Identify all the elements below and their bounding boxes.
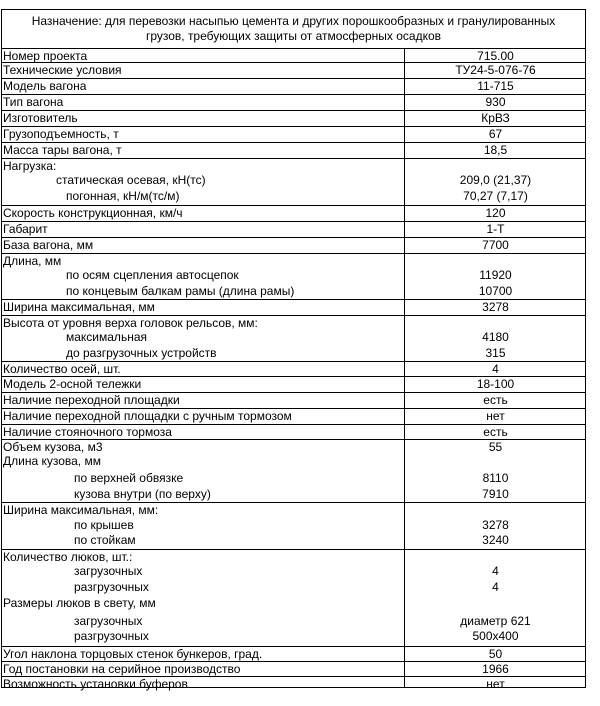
row-label: Номер проекта <box>3 49 88 63</box>
table-row <box>2 62 585 78</box>
row-label: Модель вагона <box>3 79 87 93</box>
table-row <box>2 361 585 376</box>
row-value: 315 <box>485 346 506 360</box>
row-label: Ширина максимальная, мм <box>3 300 155 314</box>
row-value: 50 <box>488 647 503 661</box>
table-row <box>2 596 585 614</box>
row-label: по верхней обвязке <box>74 471 184 485</box>
row-value: 930 <box>485 95 506 109</box>
row-value: 18-100 <box>476 377 515 391</box>
row-value: 18,5 <box>483 143 508 157</box>
row-label: Размеры люков в свету, мм <box>3 596 156 610</box>
table-row <box>2 315 585 330</box>
table-row <box>2 48 585 62</box>
table-row <box>2 614 585 629</box>
table-row <box>2 661 585 676</box>
row-label: Высота от уровня верха головок рельсов, мм: <box>3 316 258 330</box>
table-row <box>2 471 585 487</box>
table-row <box>2 392 585 408</box>
table-row <box>2 408 585 424</box>
purpose-line-2: грузов, требующих защиты от атмосферных осадков <box>145 29 442 43</box>
row-value: нет <box>486 409 505 423</box>
table-row <box>2 221 585 237</box>
table-row <box>2 253 585 268</box>
table-row <box>2 299 585 315</box>
row-value: 1966 <box>482 662 509 676</box>
table-row <box>2 189 585 205</box>
table-row <box>2 454 585 471</box>
row-value: диаметр 621 <box>460 614 531 628</box>
row-value: 3278 <box>482 518 509 532</box>
row-value: 11-715 <box>477 79 514 93</box>
row-label: погонная, кН/м(тс/м) <box>66 189 180 203</box>
table-row <box>2 205 585 221</box>
table-row <box>2 439 585 454</box>
row-label: разгрузочных <box>74 629 149 643</box>
row-label: статическая осевая, кН(тс) <box>56 173 206 187</box>
row-value: 500x400 <box>472 629 519 643</box>
row-label: до разгрузочных устройств <box>66 346 217 360</box>
row-label: Технические условия <box>3 63 122 77</box>
row-label: Масса тары вагона, т <box>3 143 122 157</box>
row-value: 70,27 (7,17) <box>463 189 528 203</box>
row-label: Габарит <box>3 222 48 236</box>
row-label: Возможность установки буферов <box>3 677 188 691</box>
row-value: 8110 <box>482 471 509 485</box>
row-value: 11920 <box>479 268 512 282</box>
row-label: Год постановки на серийное производство <box>3 662 241 676</box>
row-value: 715.00 <box>477 49 514 63</box>
table-row <box>2 487 585 502</box>
row-label: Ширина максимальная, мм: <box>3 503 159 517</box>
row-value: есть <box>483 425 508 439</box>
row-label: Наличие переходной площадки с ручным тормозом <box>3 409 292 423</box>
row-label: загрузочных <box>74 614 143 628</box>
row-label: Количество осей, шт. <box>3 362 121 376</box>
table-row <box>2 376 585 392</box>
row-label: кузова внутри (по верху) <box>74 487 211 501</box>
row-label: Модель 2-осной тележки <box>3 377 142 391</box>
table-row <box>2 110 585 126</box>
row-value: 10700 <box>478 284 513 298</box>
row-label: загрузочных <box>74 564 143 578</box>
table-row <box>2 330 585 346</box>
row-label: Тип вагона <box>3 95 64 109</box>
table-row <box>2 94 585 110</box>
row-value: 1-Т <box>486 222 505 236</box>
table-row <box>2 564 585 580</box>
table-row <box>2 676 585 691</box>
wagon-spec-table <box>1 9 586 691</box>
row-value: 4 <box>492 362 499 376</box>
row-value: 55 <box>488 440 503 454</box>
row-value: 3278 <box>482 300 509 314</box>
row-label: Грузоподъемность, т <box>3 127 119 141</box>
row-label: максимальная <box>66 330 147 344</box>
row-value: ТУ24-5-076-76 <box>455 63 536 77</box>
row-value: 4 <box>492 580 499 594</box>
table-row <box>2 126 585 142</box>
row-value: 7700 <box>482 238 509 252</box>
row-value: 209,0 (21,37) <box>459 173 532 187</box>
row-label: по стойкам <box>74 533 136 547</box>
table-row <box>2 158 585 173</box>
table-row <box>2 268 585 284</box>
table-row <box>2 78 585 94</box>
row-value: 67 <box>488 127 503 141</box>
table-row <box>2 346 585 361</box>
row-label: Наличие переходной площадки <box>3 393 180 407</box>
table-row <box>2 629 585 646</box>
table-row <box>2 580 585 596</box>
row-value: 3240 <box>482 533 509 547</box>
row-value: нет <box>486 677 505 691</box>
row-label: Изготовитель <box>3 111 78 125</box>
row-value: есть <box>483 393 508 407</box>
row-value: 120 <box>485 206 506 220</box>
purpose-header <box>2 10 585 48</box>
row-value: КрВЗ <box>481 111 510 125</box>
table-row <box>2 502 585 518</box>
row-label: Длина кузова, мм <box>3 454 101 468</box>
row-label: Объем кузова, м3 <box>3 440 103 454</box>
row-value: 4180 <box>482 330 509 344</box>
row-value: 4 <box>492 564 499 578</box>
row-label: Угол наклона торцовых стенок бункеров, град. <box>3 647 263 661</box>
row-label: База вагона, мм <box>3 238 94 252</box>
row-label: по осям сцепления автосцепок <box>66 268 239 282</box>
row-label: Количество люков, шт.: <box>3 550 133 564</box>
row-label: Длина, мм <box>3 254 62 268</box>
row-label: по крышев <box>74 518 134 532</box>
row-label: Наличие стояночного тормоза <box>3 425 172 439</box>
table-row <box>2 549 585 564</box>
row-label: Нагрузка: <box>3 159 57 173</box>
table-row <box>2 142 585 158</box>
table-row <box>2 518 585 533</box>
table-row <box>2 237 585 253</box>
table-row <box>2 533 585 549</box>
row-value: 7910 <box>482 487 509 501</box>
row-label: по концевым балкам рамы (длина рамы) <box>66 284 295 298</box>
table-row <box>2 284 585 299</box>
row-label: разгрузочных <box>74 580 149 594</box>
table-row <box>2 646 585 661</box>
row-label: Скорость конструкционная, км/ч <box>3 206 183 220</box>
table-row <box>2 424 585 439</box>
purpose-line-1: Назначение: для перевозки насыпью цемента и других порошкообразных и гранулированных <box>31 14 556 28</box>
table-row <box>2 173 585 189</box>
